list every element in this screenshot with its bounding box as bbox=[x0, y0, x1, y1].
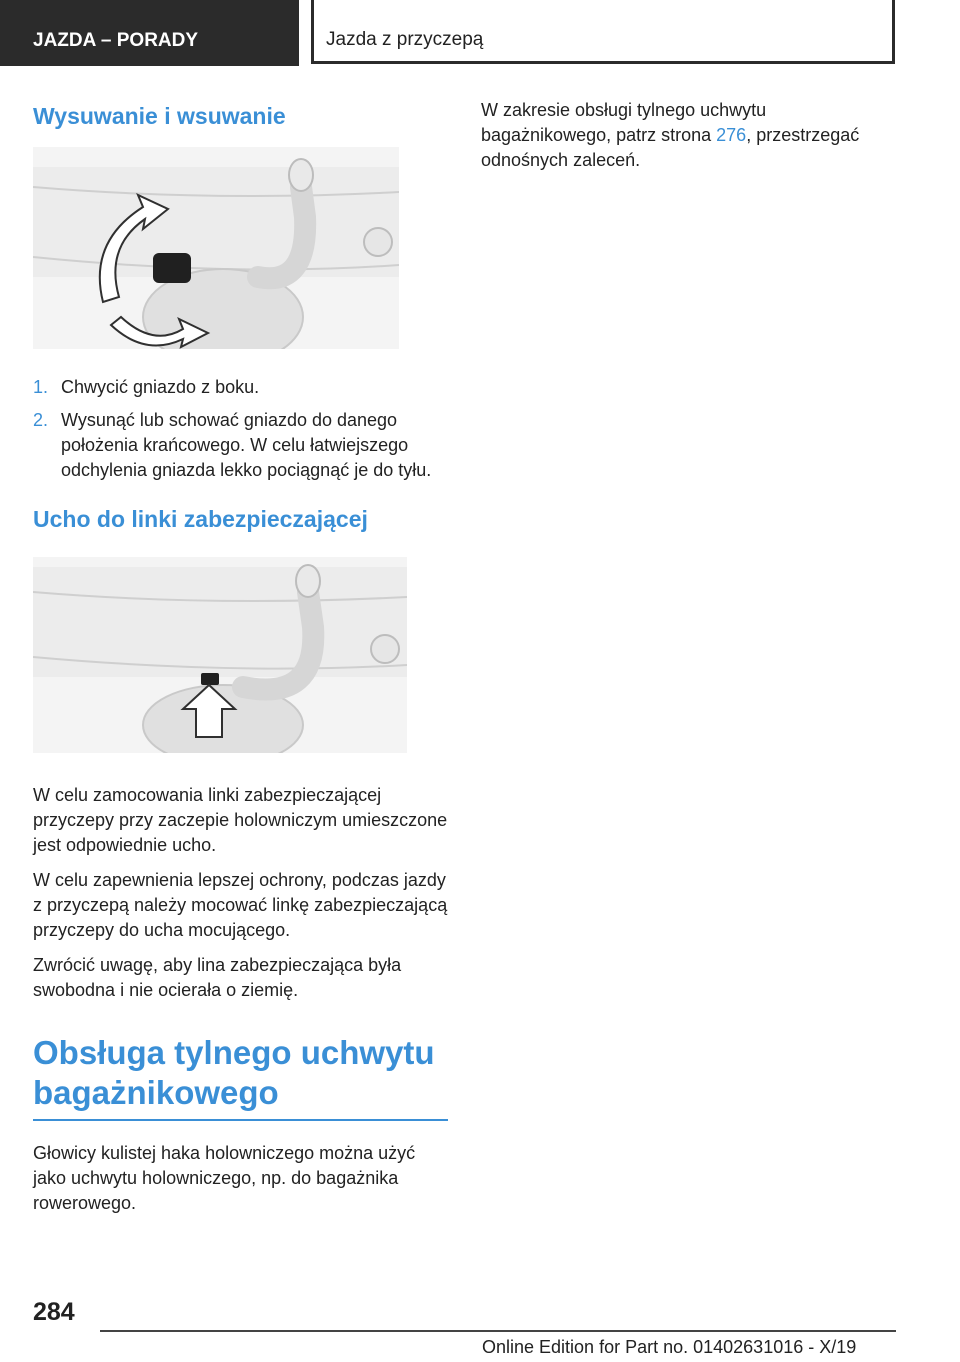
extend-steps bbox=[33, 375, 448, 483]
chapter-tab: Jazda z przyczepą bbox=[311, 0, 895, 64]
step-item bbox=[33, 375, 448, 400]
rack-reference-text-end: , przestrzegać odnośnych zaleceń. bbox=[481, 125, 860, 170]
right-column bbox=[481, 98, 896, 173]
rack-heading: Obsługa tylnego uchwytu bagażnikowego bbox=[33, 1033, 448, 1121]
left-column bbox=[33, 100, 448, 1216]
step-item bbox=[33, 408, 448, 483]
step-text: Chwycić gniazdo z boku. bbox=[61, 377, 260, 397]
edition-footer: Online Edition for Part no. 01402631016 - X/19 bbox=[482, 1337, 857, 1357]
safety-cable-eyelet-figure bbox=[33, 557, 407, 753]
footer-divider bbox=[100, 1330, 896, 1332]
step-number: 1. bbox=[33, 377, 49, 397]
eyelet-paragraph: Zwrócić uwagę, aby lina zabezpieczająca była swobodna i nie ocierała o ziemię. bbox=[33, 955, 402, 1000]
rack-reference bbox=[481, 98, 896, 173]
rack-intro: Głowicy kulistej haka holowniczego można użyć jako uchwytu holowniczego, np. do bagażnika rowerowego. bbox=[33, 1143, 416, 1213]
section-tab: JAZDA – PORADY bbox=[0, 0, 299, 66]
eyelet-paragraph: W celu zamocowania linki zabezpieczającej przyczepy przy zaczepie holowniczym umieszczone jest odpowiednie ucho. bbox=[33, 785, 448, 855]
rack-reference-text: W zakresie obsługi tylnego uchwytu bagażnikowego, patrz strona bbox=[481, 100, 767, 145]
eyelet-heading: Ucho do linki zabezpieczającej bbox=[33, 506, 368, 532]
page-link[interactable]: 276 bbox=[716, 125, 747, 145]
extend-heading: Wysuwanie i wsuwanie bbox=[33, 103, 286, 129]
step-number: 2. bbox=[33, 410, 49, 430]
tow-hitch-socket-rotate-figure bbox=[33, 147, 399, 349]
page-header bbox=[0, 0, 960, 66]
page-number: 284 bbox=[33, 1298, 75, 1326]
step-text: Wysunąć lub schować gniazdo do danego położenia krańcowego. W celu łatwiejszego odchylenia gniazda lekko pociągnąć je do tyłu. bbox=[61, 410, 432, 480]
eyelet-paragraph: W celu zapewnienia lepszej ochrony, podczas jazdy z przyczepą należy mocować linkę zabezpieczającą przyczepy do ucha mocującego. bbox=[33, 870, 448, 940]
